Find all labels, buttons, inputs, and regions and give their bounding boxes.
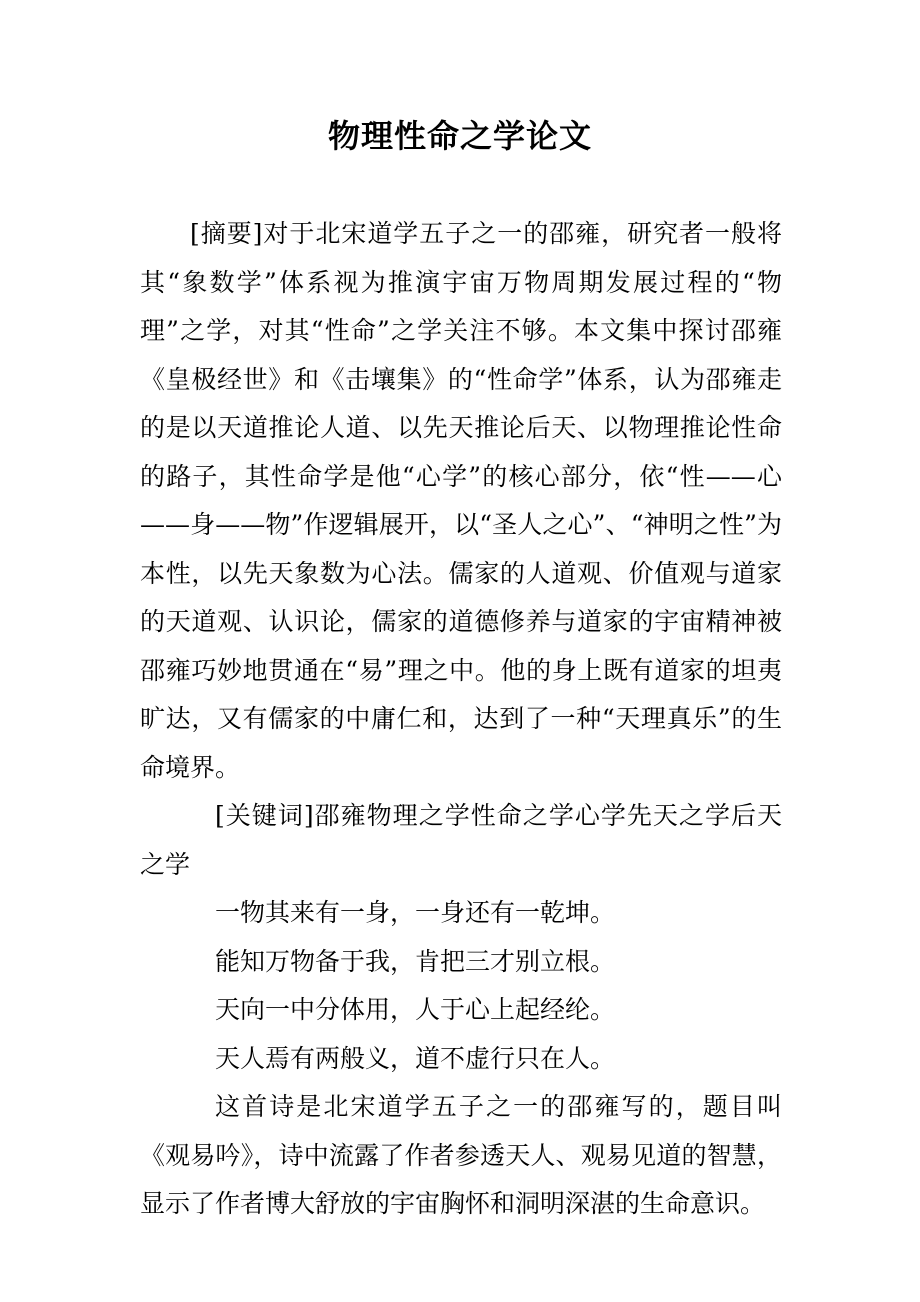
poem-line: 一物其来有一身，一身还有一乾坤。: [215, 898, 616, 927]
page-title: 物理性命之学论文: [327, 117, 592, 155]
document-body: [140, 210, 782, 1229]
commentary-paragraph: 这首诗是北宋道学五子之一的邵雍写的，题目叫《观易吟》，诗中流露了作者参透天人、观易见道的智慧，显示了作者博大舒放的宇宙胸怀和洞明深湛的生命意识。: [140, 1092, 782, 1218]
keywords-paragraph: [关键词]邵雍物理之学性命之学心学先天之学后天之学: [140, 801, 782, 879]
poem-line: 能知万物备于我，肯把三才别立根。: [215, 946, 616, 976]
abstract-paragraph: [摘要]对于北宋道学五子之一的邵雍，研究者一般将其“象数学”体系视为推演宇宙万物周期发展过程的“物理”之学，对其“性命”之学关注不够。本文集中探讨邵雍《皇极经世》和《击壤集》的“性命学”体系，认为邵雍走的是以天道推论人道、以先天推论后天、以物理推论性命的路子，其性命学是他“心学”的核心部分，依“性——心——身——物”作逻辑展开，以“圣人之心”、“神明之性”为本性，以先天象数为心法。儒家的人道观、价值观与道家的天道观、认识论，儒家的道德修养与道家的宇宙精神被邵雍巧妙地贯通在“易”理之中。他的身上既有道家的坦夷旷达，又有儒家的中庸仁和，达到了一种“天理真乐”的生命境界。: [140, 219, 782, 782]
poem-line: 天人焉有两般义，道不虚行只在人。: [215, 1043, 616, 1073]
poem-line: 天向一中分体用，人于心上起经纶。: [215, 995, 616, 1024]
